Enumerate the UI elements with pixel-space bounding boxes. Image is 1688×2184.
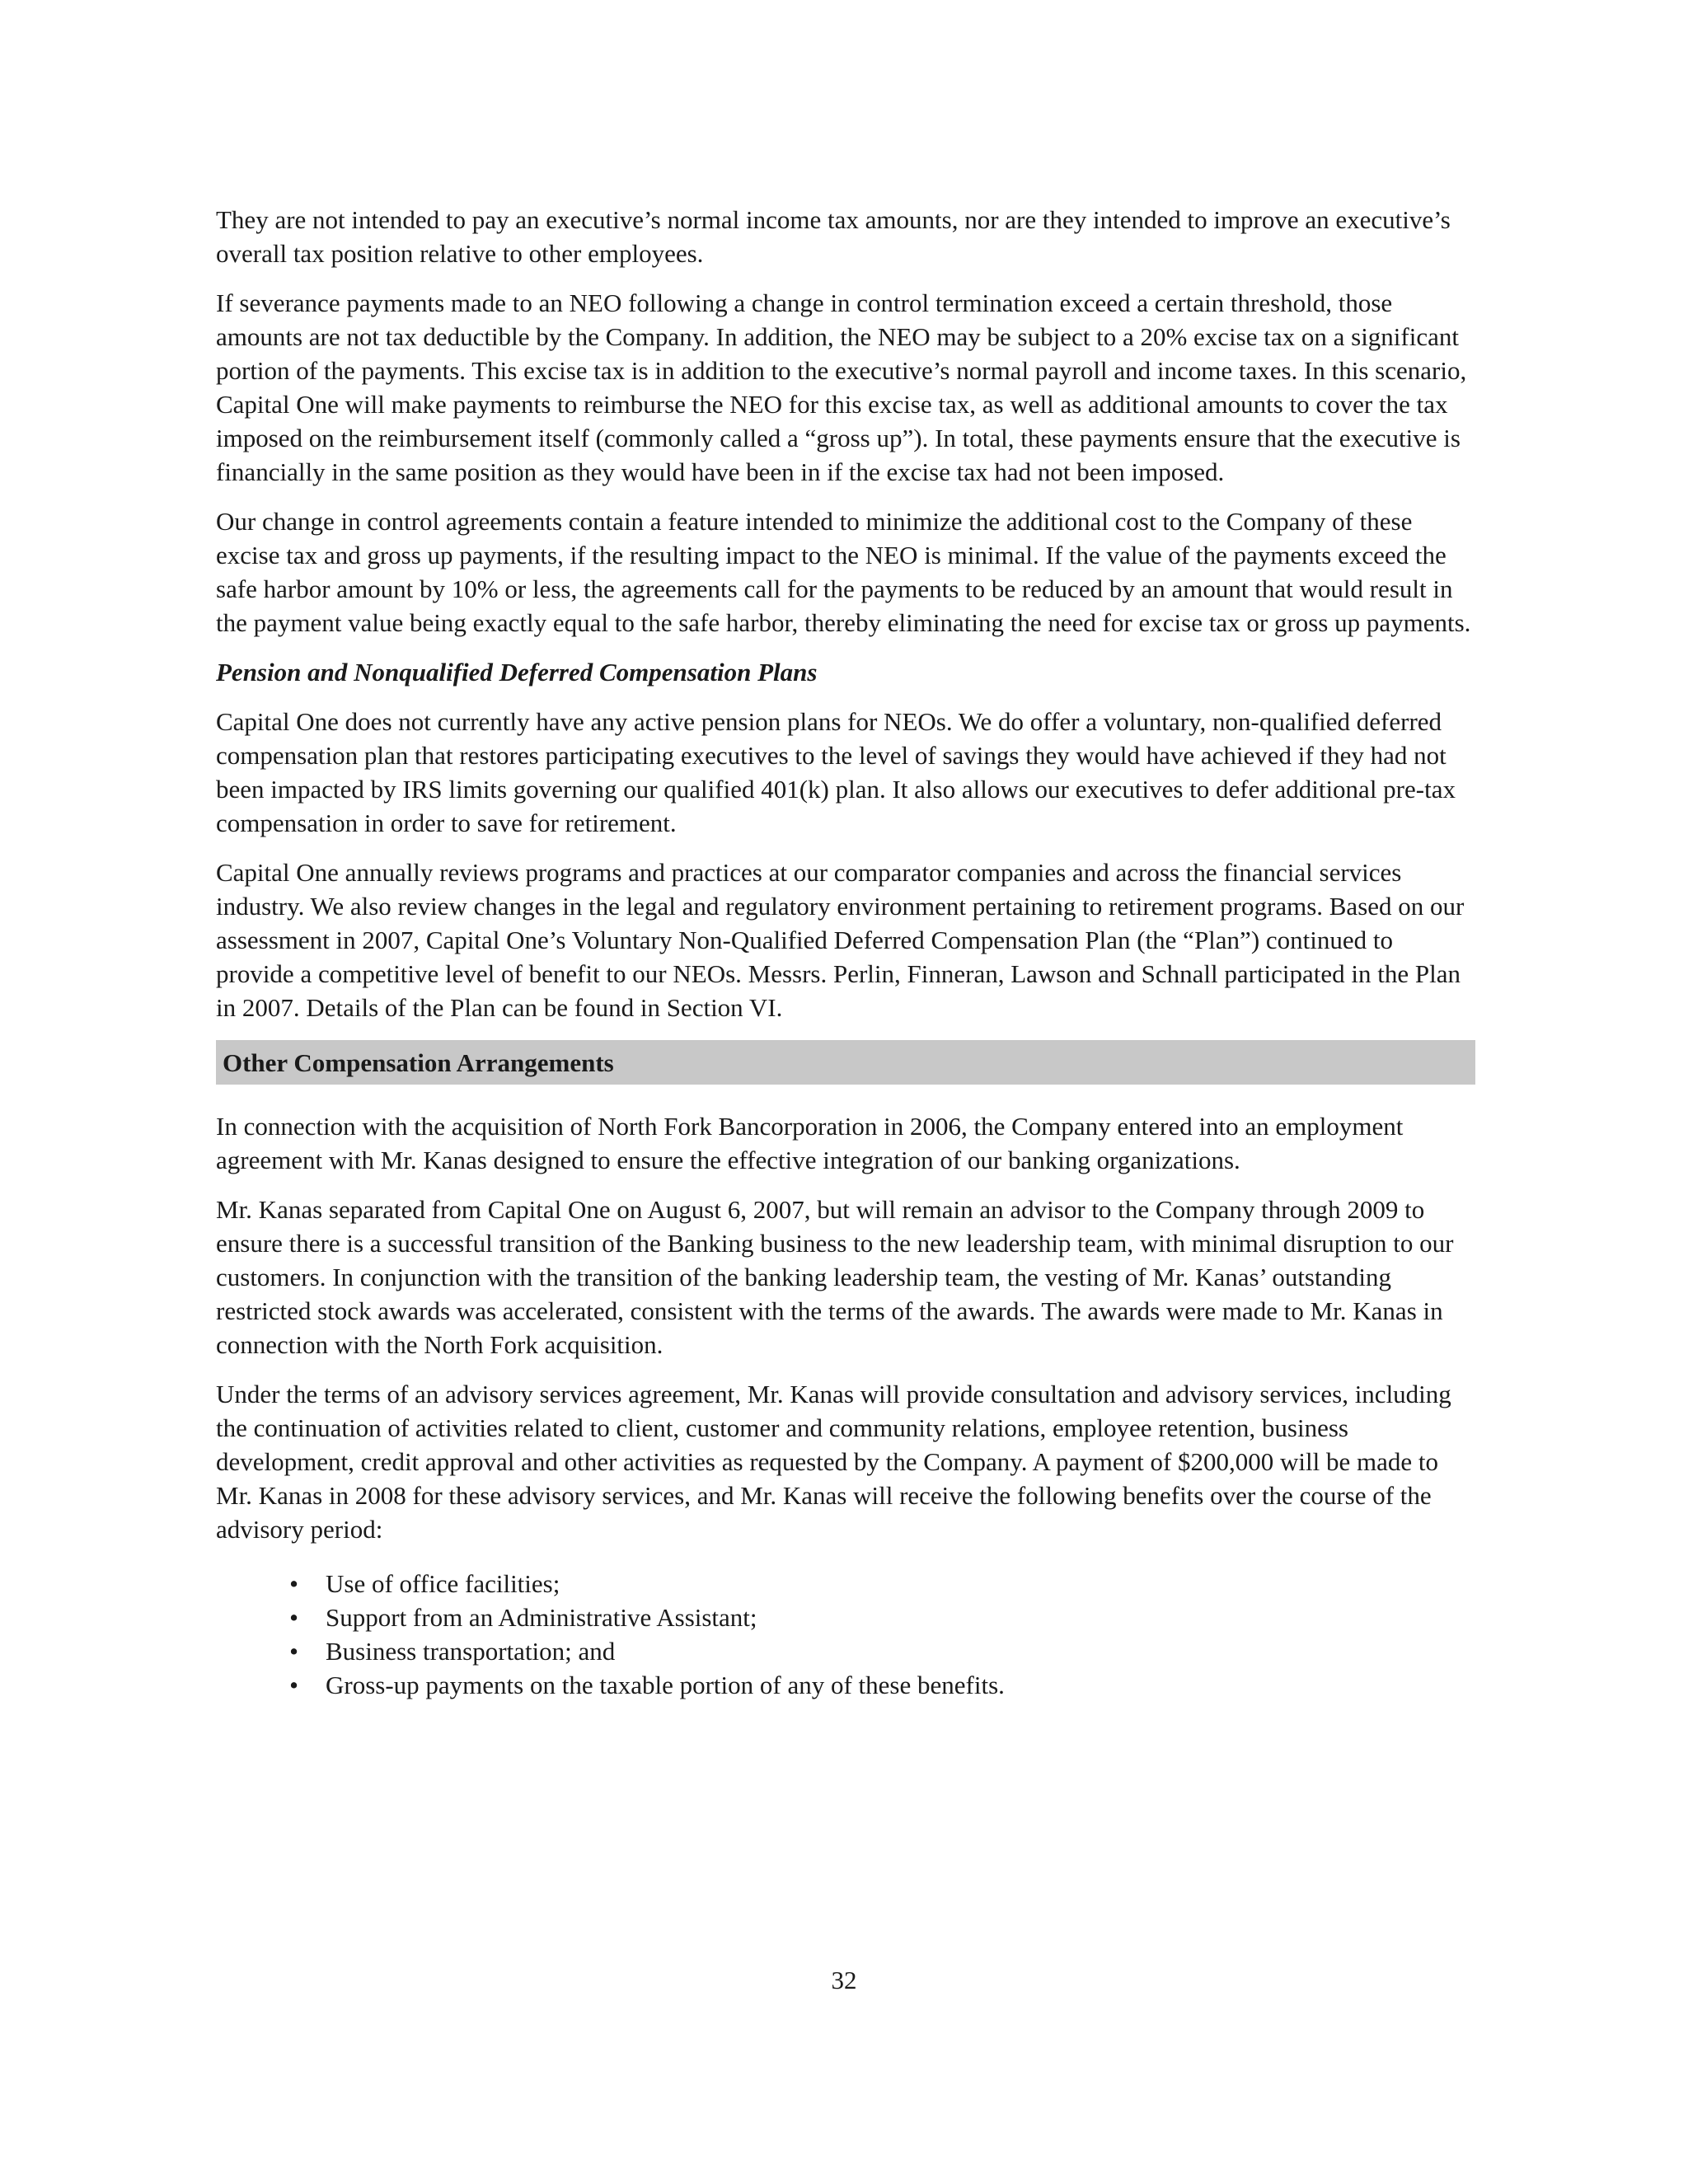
page-content (216, 203, 1475, 1702)
paragraph-change-in-control: Our change in control agreements contain a feature intended to minimize the additional cost to the Company of these excise tax and gross up payments, if the resulting impact to the NEO is minimal. If the value of the payments exceed the safe harbor amount by 10% or less, the agreements call for the payments to be reduced by an amount that would result in the payment value being exactly equal to the safe harbor, thereby eliminating the need for excise tax or gross up payments. (216, 507, 1471, 637)
list-item-text: Support from an Administrative Assistant; (326, 1603, 757, 1632)
list-item-text: Use of office facilities; (326, 1569, 560, 1598)
paragraph-pension-plans: Capital One does not currently have any active pension plans for NEOs. We do offer a voluntary, non-qualified deferred compensation plan that restores participating executives to the level of savings they would have achieved if they had not been impacted by IRS limits governing our qualified 401(k) plan. It also allows our executives to defer additional pre-tax compensation in order to save for retirement. (216, 707, 1456, 837)
paragraph-advisory-agreement: Under the terms of an advisory services agreement, Mr. Kanas will provide consultation and advisory services, including the continuation of activities related to client, customer and community relations, employee retention, business development, credit approval and other activities as requested by the Company. A payment of $200,000 will be made to Mr. Kanas in 2008 for these advisory services, and Mr. Kanas will receive the following benefits over the course of the advisory period: (216, 1380, 1451, 1544)
list-item (216, 1634, 1475, 1668)
paragraph-excise-tax: If severance payments made to an NEO following a change in control termination exceed a certain threshold, those amounts are not tax deductible by the Company. In addition, the NEO may be subject to a 20% excise tax on a significant portion of the payments. This excise tax is in addition to the executive’s normal payroll and income taxes. In this scenario, Capital One will make payments to reimburse the NEO for this excise tax, as well as additional amounts to cover the tax imposed on the reimbursement itself (commonly called a “gross up”). In total, these payments ensure that the executive is financially in the same position as they would have been in if the excise tax had not been imposed. (216, 288, 1467, 486)
bullet-icon: • (289, 1569, 298, 1598)
benefits-list (216, 1567, 1475, 1702)
paragraph-plan-review: Capital One annually reviews programs and practices at our comparator companies and across the financial services industry. We also review changes in the legal and regulatory environment pertaining to retirement programs. Based on our assessment in 2007, Capital One’s Voluntary Non-Qualified Deferred Compensation Plan (the “Plan”) continued to provide a competitive level of benefit to our NEOs. Messrs. Perlin, Finneran, Lawson and Schnall participated in the Plan in 2007. Details of the Plan can be found in Section VI. (216, 858, 1465, 1022)
section-header-other-compensation (216, 1040, 1475, 1085)
list-item-text: Business transportation; and (326, 1637, 616, 1666)
paragraph-kanas-separation: Mr. Kanas separated from Capital One on August 6, 2007, but will remain an advisor to the Company through 2009 to ensure there is a successful transition of the Banking business to the new leadership team, with minimal disruption to our customers. In conjunction with the transition of the banking leadership team, the vesting of Mr. Kanas’ outstanding restricted stock awards was accelerated, consistent with the terms of the awards. The awards were made to Mr. Kanas in connection with the North Fork acquisition. (216, 1195, 1454, 1359)
section-title: Other Compensation Arrangements (223, 1047, 614, 1077)
bullet-icon: • (289, 1637, 298, 1666)
bullet-icon: • (289, 1671, 298, 1699)
list-item-text: Gross-up payments on the taxable portion of any of these benefits. (326, 1671, 1005, 1699)
list-item (216, 1567, 1475, 1601)
list-item (216, 1668, 1475, 1702)
list-item (216, 1601, 1475, 1634)
paragraph-north-fork: In connection with the acquisition of North Fork Bancorporation in 2006, the Company entered into an employment agreement with Mr. Kanas designed to ensure the effective integration of our banking organizations. (216, 1112, 1404, 1174)
pension-heading: Pension and Nonqualified Deferred Compensation Plans (216, 658, 818, 687)
page-number: 32 (831, 1966, 857, 1994)
paragraph-tax-intent: They are not intended to pay an executive’s normal income tax amounts, nor are they intended to improve an executive’s overall tax position relative to other employees. (216, 205, 1451, 268)
bullet-icon: • (289, 1603, 298, 1632)
